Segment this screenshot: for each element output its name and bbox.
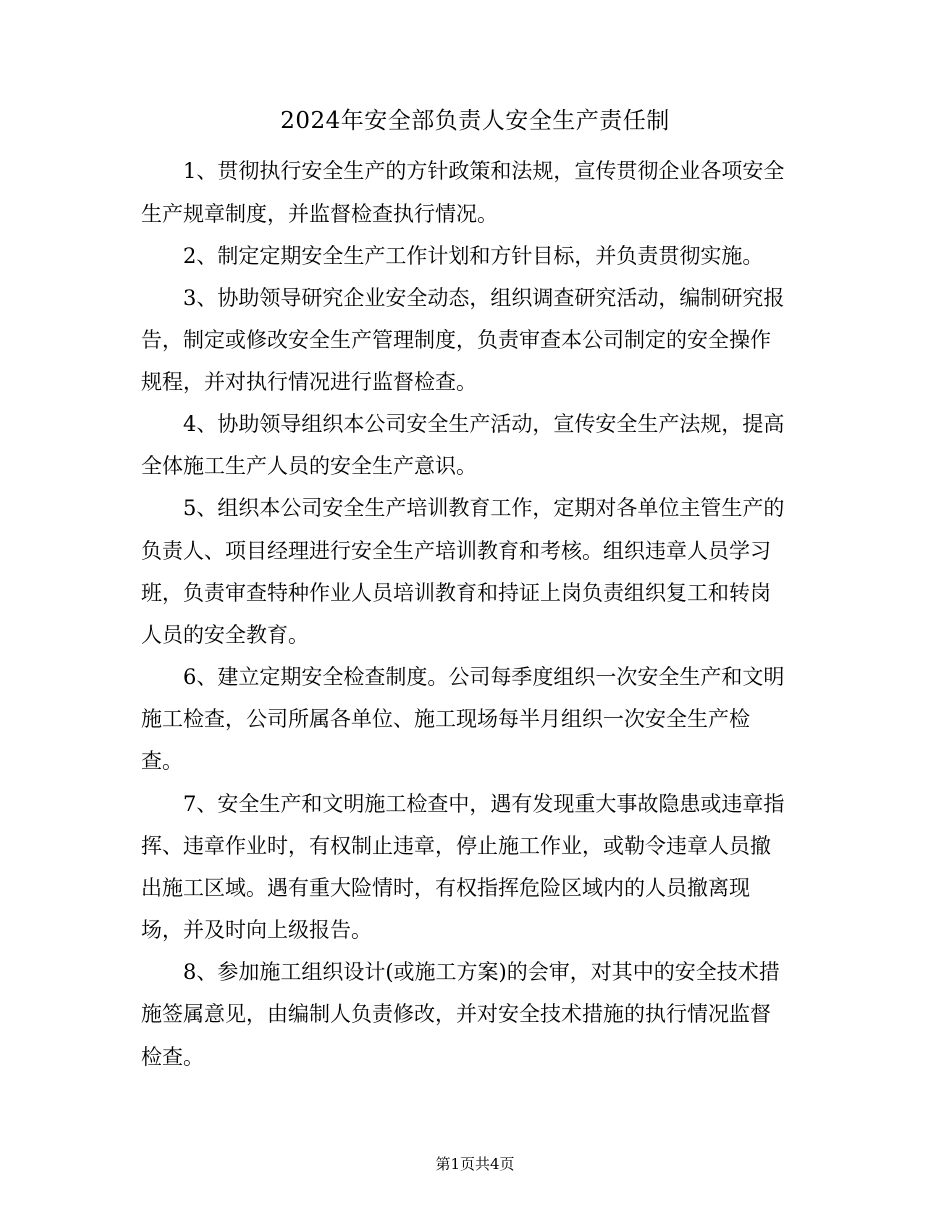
- page-footer: 第1页共4页: [435, 1155, 515, 1173]
- text-line: 负责人、项目经理进行安全生产培训教育和考核。组织违章人员学习: [141, 539, 771, 563]
- text-line: 8、参加施工组织设计(或施工方案)的会审，对其中的安全技术措: [183, 960, 780, 984]
- text-line: 1、贯彻执行安全生产的方针政策和法规，宣传贯彻企业各项安全: [183, 159, 785, 183]
- text-line: 挥、违章作业时，有权制止违章，停止施工作业，或勒令违章人员撤: [141, 834, 771, 858]
- text-line: 出施工区域。遇有重大险情时，有权指挥危险区域内的人员撤离现: [141, 876, 750, 900]
- text-line: 生产规章制度，并监督检查执行情况。: [141, 202, 498, 226]
- text-line: 6、建立定期安全检查制度。公司每季度组织一次安全生产和文明: [183, 665, 785, 689]
- text-line: 施工检查，公司所属各单位、施工现场每半月组织一次安全生产检: [141, 707, 750, 731]
- text-line: 班，负责审查特种作业人员培训教育和持证上岗负责组织复工和转岗: [141, 581, 771, 605]
- text-line: 4、协助领导组织本公司安全生产活动，宣传安全生产法规，提高: [183, 412, 785, 436]
- document-title: 2024年安全部负责人安全生产责任制: [280, 108, 670, 134]
- text-line: 全体施工生产人员的安全生产意识。: [141, 454, 477, 478]
- text-line: 施签属意见，由编制人负责修改，并对安全技术措施的执行情况监督: [141, 1002, 771, 1026]
- text-line: 7、安全生产和文明施工检查中，遇有发现重大事故隐患或违章指: [183, 792, 785, 816]
- text-line: 2、制定定期安全生产工作计划和方针目标，并负责贯彻实施。: [183, 244, 764, 268]
- text-line: 检查。: [141, 1045, 204, 1069]
- text-line: 告，制定或修改安全生产管理制度，负责审查本公司制定的安全操作: [141, 328, 771, 352]
- text-line: 规程，并对执行情况进行监督检查。: [141, 370, 477, 394]
- text-line: 3、协助领导研究企业安全动态，组织调查研究活动，编制研究报: [183, 286, 785, 310]
- text-line: 人员的安全教育。: [141, 623, 309, 647]
- text-line: 场，并及时向上级报告。: [141, 918, 372, 942]
- text-line: 5、组织本公司安全生产培训教育工作，定期对各单位主管生产的: [183, 496, 785, 520]
- text-line: 查。: [141, 749, 183, 773]
